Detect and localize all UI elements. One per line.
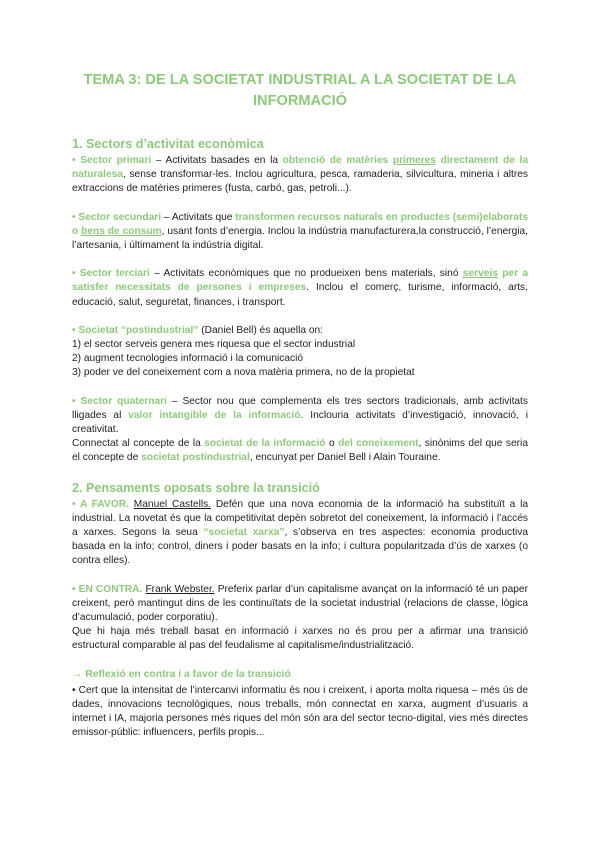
highlight: obtenció de matèries: [282, 155, 393, 166]
highlight: “societat xarxa”: [203, 527, 285, 539]
paragraph-sector-primari: [72, 154, 528, 197]
label-sector-primari: • Sector primari: [72, 155, 152, 166]
author-webster: Frank Webster.: [145, 583, 215, 595]
label-sector-secundari: • Sector secundari: [72, 211, 162, 223]
text: Connectat al concepte de la: [72, 438, 205, 450]
list-item: 2) augment tecnologies informació i la comunicació: [72, 353, 304, 365]
document-page: [72, 70, 528, 741]
text: – Activitats que: [161, 211, 236, 223]
text: . Inclouria activitats d’investigació, innovació, i creativitat.: [72, 409, 528, 436]
paragraph-postindustrial: [72, 324, 528, 338]
text: , usant fonts d’energia. Inclou la indústria manufacturera,la construcció, l’energia, l’artesania, i últimament la indústria digital.: [72, 225, 528, 252]
text: , encunyat per Daniel Bell i Alain Touraine.: [249, 452, 441, 464]
label-sector-quaternari: • Sector quaternari: [72, 395, 167, 407]
highlight-underlined: bens de consum: [81, 225, 162, 237]
paragraph-en-contra-2: Que hi haja més treball basat en informació i xarxes no és prou per a afirmar una transició estructural comparable al pas del feudalisme al capitalisme/industrialització.: [72, 626, 528, 652]
section-heading-pensaments: 2. Pensaments oposats sobre la transició: [72, 480, 320, 495]
paragraph-sector-secundari: [72, 211, 528, 254]
highlight-underlined: primeres: [392, 155, 436, 166]
paragraph-sector-terciari: [72, 267, 528, 310]
label-en-contra: • EN CONTRA.: [72, 583, 143, 595]
highlight: valor intangible de la informació: [128, 409, 301, 421]
highlight: societat de la informació: [204, 438, 326, 450]
paragraph-concept: [72, 437, 528, 465]
text: (Daniel Bell) és aquella on:: [198, 324, 323, 336]
text: o: [325, 438, 339, 450]
highlight: directament de la naturalesa: [72, 155, 529, 181]
label-postindustrial: • Societat “postindustrial”: [72, 324, 199, 336]
label-a-favor: • A FAVOR.: [72, 498, 129, 510]
text: . Inclou el comerç, turisme, informació, arts, educació, salut, seguretat, finances, i transport.: [72, 282, 528, 308]
highlight: societat postindustrial: [141, 452, 250, 464]
text: , sense transformar-les. Inclou agricultura, pesca, ramaderia, silvicultura, mineria i altres extraccions de matèries primeres (fusta, carbó, gas, petroli...).: [72, 169, 528, 195]
highlight: per a satisfer necessitats de persones i empreses: [72, 268, 528, 294]
page-title: TEMA 3: DE LA SOCIETAT INDUSTRIAL A LA SOCIETAT DE LA INFORMACIÓ: [83, 72, 517, 109]
list-item: 1) el sector serveis genera mes riquesa que el sector industrial: [72, 339, 356, 351]
text: Preferix parlar d’un capitalisme avançat on la informació té un paper creixent, però mantingut dins de les continuïtats de la societat industrial (relacions de classe, lògica d’acumulació, poder corporatiu).: [72, 583, 528, 624]
paragraph-sector-quaternari: [72, 395, 528, 438]
paragraph-a-favor: [72, 498, 528, 569]
text: Defén que una nova economia de la informació ha substituït a la industrial. La novetat és que la competitivitat depèn sobretot del coneixement, la informació i l’accés a xarxes. Segons la seua: [72, 498, 529, 539]
text: , s’observa en tres aspectes: economia productiva basada en la info; control, diners i poder basats en la info; i cultura popularitzada d’ús de xarxes (o contra elles).: [72, 527, 528, 567]
highlight: del coneixement: [338, 438, 419, 450]
list-item: 3) poder ve del coneixement com a nova matèria primera, no de la propietat: [72, 367, 415, 379]
subheading-reflexio: → Reflexió en contra i a favor de la transició: [72, 668, 291, 680]
paragraph-en-contra: [72, 583, 528, 626]
text: – Sector nou que complementa els tres sectors tradicionals, amb activitats lligades al: [72, 395, 528, 421]
label-sector-terciari: • Sector terciari: [72, 268, 150, 280]
author-castells: Manuel Castells.: [133, 498, 212, 510]
section-heading-sectors: 1. Sectors d’activitat econòmica: [72, 137, 264, 151]
highlight-underlined: serveis: [462, 268, 498, 280]
text: – Activitats basades en la: [151, 155, 283, 166]
highlight: transformen recursos naturals en productes (semi)elaborats o: [72, 211, 528, 237]
text: – Activitats econòmiques que no produeixen bens materials, sinó: [149, 268, 463, 280]
text: , sinònims del que seria el concepte de: [72, 438, 528, 464]
paragraph-reflexio: • Cert que la intensitat de l’intercanvi informatiu és nou i creixent, i aporta molta riquesa – més ús de dades, innovacions tecnològiques, nous treballs, món connectat en xarxa, augment d’usuaris a internet i IA, majoria persones més riques del món són ara del sector tecno-digital, vies més directes emissor-públic: influencers, perfils propis...: [72, 684, 528, 739]
